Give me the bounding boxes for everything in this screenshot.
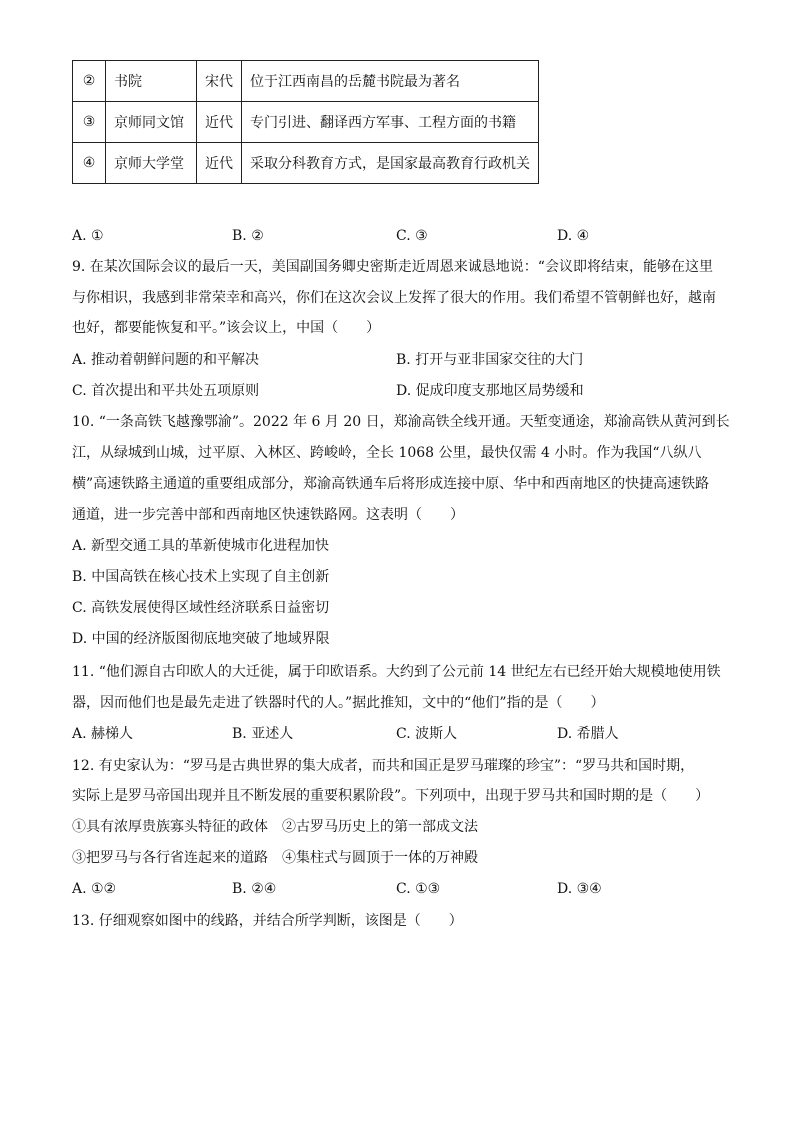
q10-option-c: C. 高铁发展使得区域性经济联系日益密切 <box>72 600 330 616</box>
era: 近代 <box>197 143 242 184</box>
table-row <box>73 102 539 143</box>
era: 宋代 <box>197 61 242 102</box>
q8-option-b: B. ② <box>232 228 264 244</box>
q12-stem-line-2: 实际上是罗马帝国出现并且不断发展的重要积累阶段”。下列项中，出现于罗马共和国时期的是（ ） <box>72 788 710 804</box>
row-number: ④ <box>73 143 106 184</box>
q11-stem-line-2: 器，因而他们也是最先走进了铁器时代的人。”据此推知，文中的“他们”指的是（ ） <box>72 695 605 711</box>
q9-option-b: B. 打开与亚非国家交往的大门 <box>396 352 584 368</box>
q9-stem-line-1: 9. 在某次国际会议的最后一天，美国副国务卿史密斯走近周恩来诚恳地说：“会议即将结束，能够在这里 <box>72 259 713 275</box>
q12-stem-line-1: 12. 有史家认为：“罗马是古典世界的集大成者，而共和国正是罗马璀璨的珍宝”：“罗马共和国时期， <box>72 758 695 774</box>
institution-name: 京师同文馆 <box>106 102 197 143</box>
q11-option-a: A. 赫梯人 <box>72 726 134 742</box>
q9-stem-line-2: 与你相识，我感到非常荣幸和高兴，你们在这次会议上发挥了很大的作用。我们希望不管朝鲜也好，越南 <box>72 290 716 306</box>
q12-option-c: C. ①③ <box>396 881 441 897</box>
q11-option-b: B. 亚述人 <box>232 726 294 742</box>
q9-stem-line-3: 也好，都要能恢复和平。”该会议上，中国（ ） <box>72 320 381 336</box>
q12-option-d: D. ③④ <box>557 881 602 897</box>
q8-option-c: C. ③ <box>396 228 428 244</box>
row-number: ③ <box>73 102 106 143</box>
q12-option-a: A. ①② <box>72 881 117 897</box>
era: 近代 <box>197 102 242 143</box>
q12-stem-line-3: ①具有浓厚贵族寡头特征的政体 ②古罗马历史上的第一部成文法 <box>72 819 478 835</box>
q10-stem-line-4: 通道，进一步完善中部和西南地区快速铁路网。这表明（ ） <box>72 507 464 523</box>
q11-option-c: C. 波斯人 <box>396 726 458 742</box>
description: 位于江西南昌的岳麓书院最为著名 <box>242 61 539 102</box>
q10-option-a: A. 新型交通工具的革新使城市化进程加快 <box>72 538 330 554</box>
institution-name: 书院 <box>106 61 197 102</box>
description: 专门引进、翻译西方军事、工程方面的书籍 <box>242 102 539 143</box>
row-number: ② <box>73 61 106 102</box>
q12-option-b: B. ②④ <box>232 881 277 897</box>
q8-option-a: A. ① <box>72 228 104 244</box>
history-table <box>72 60 539 184</box>
q11-stem-line-1: 11. “他们源自古印欧人的大迁徙，属于印欧语系。大约到了公元前 14 世纪左右已经开始大规模地使用铁 <box>72 664 721 680</box>
q10-option-b: B. 中国高铁在核心技术上实现了自主创新 <box>72 569 330 585</box>
table-row <box>73 61 539 102</box>
q8-option-d: D. ④ <box>557 228 590 244</box>
q11-option-d: D. 希腊人 <box>557 726 619 742</box>
q10-stem-line-2: 江，从绿城到山城，过平原、入林区、跨峻岭，全长 1068 公里，最快仅需 4 小时。作为我国“八纵八 <box>72 445 702 461</box>
institution-name: 京师大学堂 <box>106 143 197 184</box>
q10-stem-line-1: 10. “一条高铁飞越豫鄂渝”。2022 年 6 月 20 日，郑渝高铁全线开通。天堑变通途，郑渝高铁从黄河到长 <box>72 414 730 430</box>
table-row <box>73 143 539 184</box>
q10-option-d: D. 中国的经济版图彻底地突破了地域界限 <box>72 631 330 647</box>
q12-stem-line-4: ③把罗马与各行省连起来的道路 ④集柱式与圆顶于一体的万神殿 <box>72 850 478 866</box>
description: 采取分科教育方式，是国家最高教育行政机关 <box>242 143 539 184</box>
q9-option-c: C. 首次提出和平共处五项原则 <box>72 383 260 399</box>
q9-option-a: A. 推动着朝鲜问题的和平解决 <box>72 352 260 368</box>
q13-stem-line-1: 13. 仔细观察如图中的线路，并结合所学判断，该图是（ ） <box>72 913 463 929</box>
q10-stem-line-3: 横”高速铁路主通道的重要组成部分，郑渝高铁通车后将形成连接中原、华中和西南地区的快捷高速铁路 <box>72 476 710 492</box>
q9-option-d: D. 促成印度支那地区局势缓和 <box>396 383 584 399</box>
